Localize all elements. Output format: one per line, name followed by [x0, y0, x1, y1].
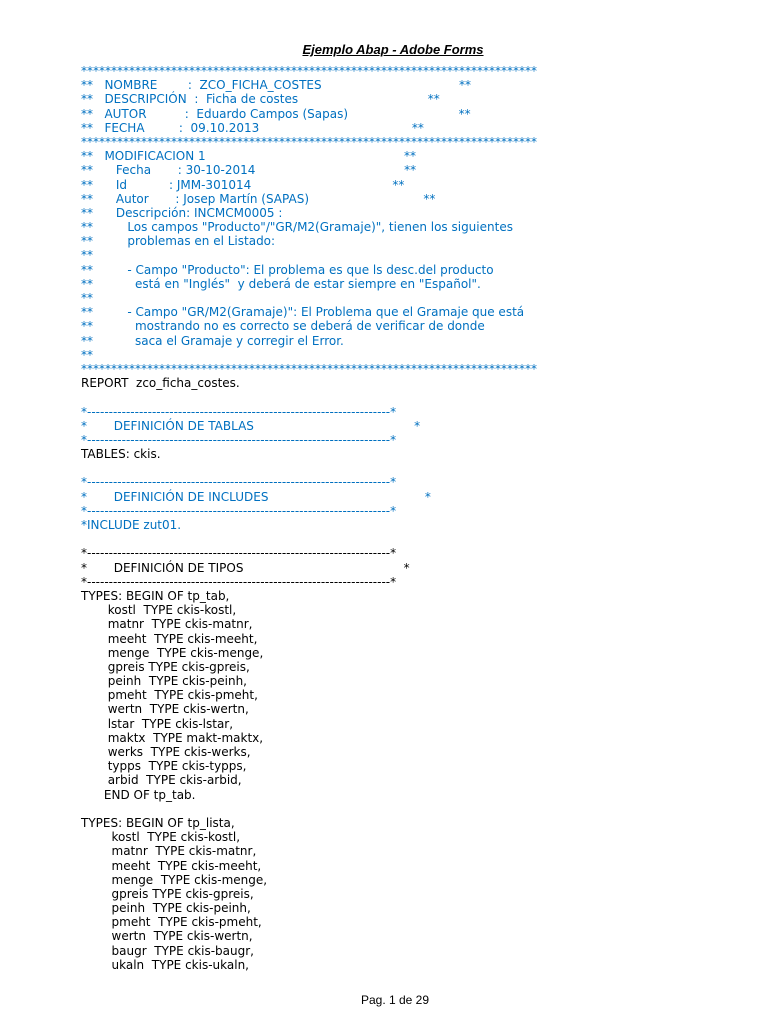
code-line: kostl TYPE ckis-kostl, [81, 830, 241, 845]
code-line: ** AUTOR : Eduardo Campos (Sapas) ** [81, 106, 471, 121]
code-line: ** mostrando no es correcto se deberá de verificar de donde [81, 319, 485, 334]
code-line: *----------------------------------------------------------------------* [81, 503, 397, 518]
code-line: ** Los campos "Producto"/"GR/M2(Gramaje)", tienen los siguientes [81, 220, 513, 235]
code-line: ** DESCRIPCIÓN : Ficha de costes ** [81, 92, 440, 107]
code-line: ** [81, 291, 93, 305]
code-line: meeht TYPE ckis-meeht, [81, 631, 258, 646]
code-line: ** FECHA : 09.10.2013 ** [81, 120, 424, 135]
code-listing [81, 64, 761, 972]
code-line: ** está en "Inglés" y deberá de estar siempre en "Español". [81, 276, 481, 291]
code-line: gpreis TYPE ckis-gpreis, [81, 886, 254, 901]
code-line: ** - Campo "Producto": El problema es que ls desc.del producto [81, 262, 494, 277]
code-line: ukaln TYPE ckis-ukaln, [81, 957, 249, 972]
code-line: **************************************************************************** [81, 134, 537, 149]
code-line: ** Fecha : 30-10-2014 ** [81, 163, 417, 178]
code-line: ** - Campo "GR/M2(Gramaje)": El Problema que el Gramaje que está [81, 305, 525, 320]
code-line: * DEFINICIÓN DE INCLUDES * [81, 489, 431, 504]
code-line: END OF tp_tab. [81, 787, 196, 802]
document-title: Ejemplo Abap - Adobe Forms [302, 42, 484, 57]
code-line: **************************************************************************** [81, 361, 537, 376]
code-line: ** problemas en el Listado: [81, 234, 276, 249]
code-line: meeht TYPE ckis-meeht, [81, 858, 262, 873]
code-line: maktx TYPE makt-maktx, [81, 730, 264, 745]
code-line: wertn TYPE ckis-wertn, [81, 702, 249, 717]
code-line: menge TYPE ckis-menge, [81, 645, 264, 660]
code-line: ** Autor : Josep Martín (SAPAS) ** [81, 191, 436, 206]
code-line: ** Id : JMM-301014 ** [81, 177, 405, 192]
code-line: * DEFINICIÓN DE TIPOS * [81, 560, 410, 575]
code-line: typps TYPE ckis-typps, [81, 759, 247, 774]
code-line: **************************************************************************** [81, 64, 537, 78]
code-line [81, 532, 761, 546]
code-line: lstar TYPE ckis-lstar, [81, 716, 234, 731]
code-line: ** NOMBRE : ZCO_FICHA_COSTES ** [81, 78, 471, 93]
code-line: ** saca el Gramaje y corregir el Error. [81, 333, 344, 348]
code-line: kostl TYPE ckis-kostl, [81, 603, 237, 618]
code-line: arbid TYPE ckis-arbid, [81, 773, 242, 788]
code-line: matnr TYPE ckis-matnr, [81, 844, 257, 859]
code-line: * DEFINICIÓN DE TABLAS * [81, 418, 421, 433]
code-line: pmeht TYPE ckis-pmeht, [81, 915, 262, 930]
code-line: wertn TYPE ckis-wertn, [81, 929, 253, 944]
code-line: menge TYPE ckis-menge, [81, 872, 268, 887]
code-line: *----------------------------------------------------------------------* [81, 432, 397, 447]
code-line: ** Descripción: INCMCM0005 : [81, 205, 283, 220]
code-line: *----------------------------------------------------------------------* [81, 546, 397, 561]
code-line: TABLES: ckis. [81, 447, 161, 462]
code-line: baugr TYPE ckis-baugr, [81, 943, 254, 958]
code-line: peinh TYPE ckis-peinh, [81, 901, 251, 916]
code-line: ** [81, 347, 93, 362]
code-line: ** [81, 248, 93, 263]
code-line: TYPES: BEGIN OF tp_lista, [81, 815, 235, 830]
code-line [81, 461, 761, 475]
code-line: *----------------------------------------------------------------------* [81, 404, 397, 419]
code-line: pmeht TYPE ckis-pmeht, [81, 688, 258, 703]
code-line: peinh TYPE ckis-peinh, [81, 674, 247, 689]
code-line [81, 390, 761, 404]
code-line: werks TYPE ckis-werks, [81, 745, 251, 759]
code-line: gpreis TYPE ckis-gpreis, [81, 659, 250, 674]
code-line: ** MODIFICACION 1 ** [81, 149, 416, 164]
code-line: TYPES: BEGIN OF tp_tab, [81, 588, 230, 603]
page-number: Pag. 1 de 29 [360, 993, 430, 1007]
code-line: REPORT zco_ficha_costes. [81, 376, 240, 391]
code-line: *----------------------------------------------------------------------* [81, 574, 397, 589]
code-line: matnr TYPE ckis-matnr, [81, 617, 253, 632]
code-line [81, 802, 761, 816]
code-line: *----------------------------------------------------------------------* [81, 475, 397, 490]
code-line: *INCLUDE zut01. [81, 518, 182, 532]
